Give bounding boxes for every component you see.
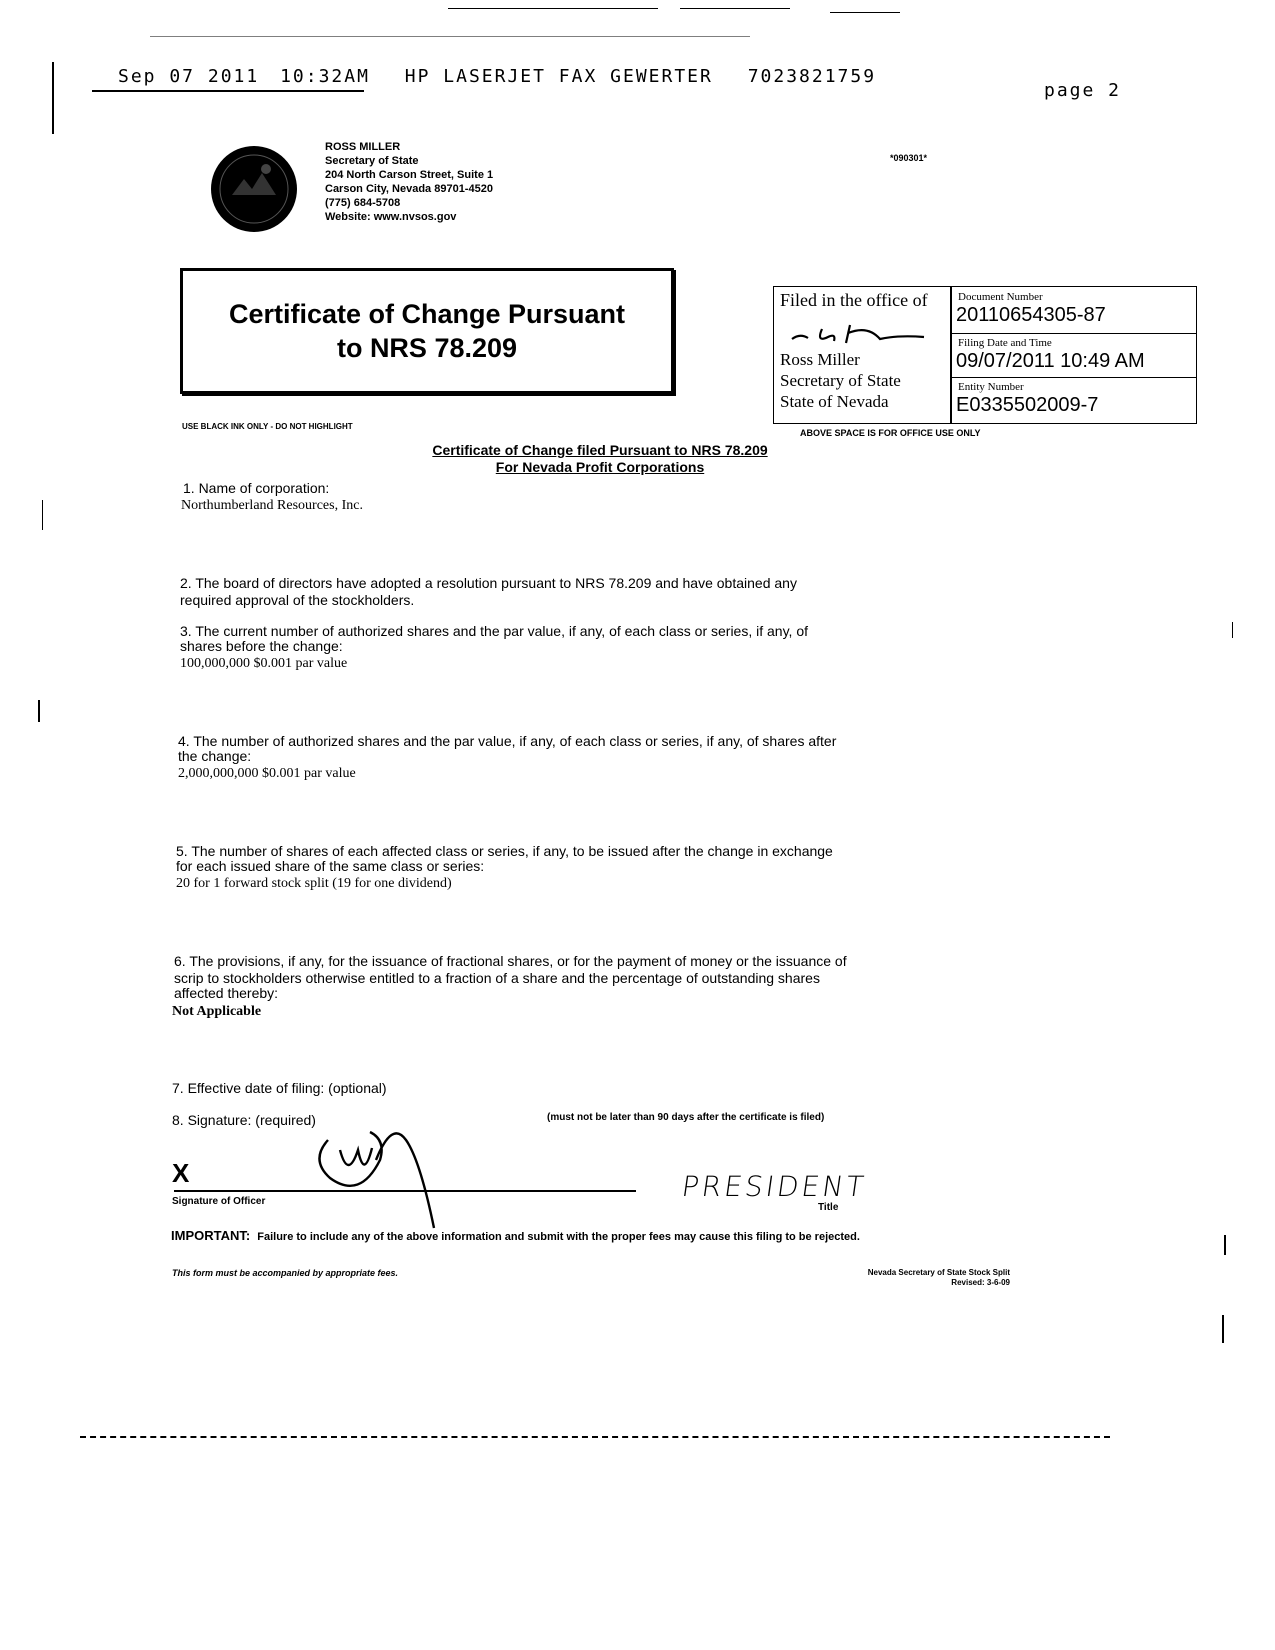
signature-x-mark: X [172, 1158, 190, 1188]
agency-phone: (775) 684-5708 [325, 197, 401, 209]
entity-number-label: Entity Number [958, 381, 1024, 393]
fax-number: 7023821759 [747, 66, 877, 87]
item-4-line2: the change: [178, 748, 252, 764]
form-title-line1: Certificate of Change Pursuant [228, 299, 626, 329]
item-8-question: 8. Signature: (required) [172, 1112, 316, 1128]
item-4-line1: 4. The number of authorized shares and the par value, if any, of each class or series, if any, of shares after [178, 733, 837, 749]
scan-artifact-left-2 [42, 500, 43, 530]
item-1-answer: Northumberland Resources, Inc. [181, 498, 363, 513]
item-4-answer: 2,000,000,000 $0.001 par value [178, 766, 356, 781]
document-number: 20110654305-87 [956, 304, 1106, 326]
certificate-heading-line1: Certificate of Change filed Pursuant to NRS 78.209 [432, 442, 768, 458]
ink-note: USE BLACK INK ONLY - DO NOT HIGHLIGHT [182, 422, 353, 431]
item-1-question: 1. Name of corporation: [183, 480, 330, 496]
item-7-note: (must not be later than 90 days after the certificate is filed) [547, 1112, 825, 1123]
item-3-line1: 3. The current number of authorized shares and the par value, if any, of each class or series, if any, of [180, 623, 809, 639]
fax-header [118, 66, 876, 87]
filing-stamp-divider [950, 287, 952, 423]
scan-artifact-left-1 [52, 62, 54, 134]
scan-artifact-top-2 [680, 8, 790, 9]
entity-number: E0335502009-7 [956, 394, 1099, 416]
office-use-note: ABOVE SPACE IS FOR OFFICE USE ONLY [800, 428, 981, 438]
fax-page: page 2 [1044, 80, 1122, 101]
official-signature-icon [788, 321, 928, 347]
filing-stamp-box [773, 286, 1197, 424]
official-state: State of Nevada [780, 392, 889, 411]
officer-signature-label: Signature of Officer [172, 1196, 266, 1207]
fax-header-underline [92, 90, 364, 92]
scan-artifact-right-1 [1232, 622, 1233, 638]
certificate-heading-line2: For Nevada Profit Corporations [495, 459, 705, 475]
scan-artifact-top-4 [150, 36, 750, 37]
item-4-question [178, 733, 836, 765]
item-2-question [180, 575, 797, 609]
title-label: Title [818, 1202, 839, 1213]
filing-stamp-rule-1 [950, 333, 1196, 334]
important-label: IMPORTANT: [171, 1228, 251, 1243]
item-6-answer: Not Applicable [172, 1004, 262, 1019]
nevada-seal-icon [210, 145, 298, 233]
agency-address-line2: Carson City, Nevada 89701-4520 [325, 183, 493, 195]
item-3-question [180, 623, 808, 655]
filing-date-label: Filing Date and Time [958, 337, 1052, 349]
item-5-line2: for each issued share of the same class or series: [176, 858, 485, 874]
scan-artifact-top-3 [830, 12, 900, 13]
item-6-line1: 6. The provisions, if any, for the issuance of fractional shares, or for the payment of money or the issuance of [174, 953, 847, 969]
item-7-question: 7. Effective date of filing: (optional) [172, 1080, 387, 1096]
filing-stamp-rule-2 [950, 377, 1196, 378]
footer-form-revised: Revised: 3-6-09 [951, 1278, 1010, 1287]
scan-artifact-right-2 [1224, 1235, 1226, 1255]
item-3-line2: shares before the change: [180, 638, 343, 654]
footer-fees-note: This form must be accompanied by appropriate fees. [172, 1268, 399, 1278]
officer-signature-icon [310, 1120, 490, 1232]
official-name-block [780, 349, 901, 412]
fax-device: HP LASERJET FAX GEWERTER [404, 66, 713, 87]
form-code: *090301* [890, 153, 928, 163]
fax-date: Sep 07 2011 [118, 66, 260, 87]
agency-website: Website: www.nvsos.gov [325, 211, 457, 223]
form-title [183, 297, 671, 365]
important-notice [171, 1228, 860, 1243]
title-handwritten: PRESIDENT [679, 1170, 869, 1203]
form-title-box [180, 268, 674, 394]
scan-artifact-right-3 [1222, 1315, 1224, 1343]
filing-date: 09/07/2011 10:49 AM [956, 350, 1145, 372]
item-5-line1: 5. The number of shares of each affected class or series, if any, to be issued after the change in exchange [176, 843, 833, 859]
scan-artifact-top-1 [448, 8, 658, 9]
filed-label: Filed in the office of [780, 290, 928, 310]
item-6-line2: scrip to stockholders otherwise entitled to a fraction of a share and the percentage of outstanding shares [174, 970, 820, 986]
footer-form-name: Nevada Secretary of State Stock Split [867, 1268, 1010, 1277]
official-title: Secretary of State [780, 371, 901, 390]
certificate-heading [290, 442, 910, 476]
document-number-label: Document Number [958, 291, 1043, 303]
form-title-line2: to NRS 78.209 [336, 333, 518, 363]
scan-artifact-left-3 [38, 700, 40, 722]
item-3-answer: 100,000,000 $0.001 par value [180, 656, 348, 671]
agency-title: Secretary of State [325, 155, 419, 167]
item-6-line3: affected thereby: [174, 985, 279, 1001]
item-5-answer: 20 for 1 forward stock split (19 for one dividend) [176, 876, 452, 891]
scan-artifact-bottom-dashes [80, 1436, 1110, 1438]
item-5-question [176, 843, 833, 875]
important-text: Failure to include any of the above information and submit with the proper fees may cause this filing to be rejected. [257, 1231, 860, 1243]
item-2-line2: required approval of the stockholders. [180, 592, 415, 608]
fax-time: 10:32AM [280, 66, 370, 87]
footer-form-info [780, 1268, 1010, 1288]
agency-address-line1: 204 North Carson Street, Suite 1 [325, 169, 494, 181]
agency-address-block [325, 140, 493, 224]
item-2-line1: 2. The board of directors have adopted a resolution pursuant to NRS 78.209 and have obtained any [180, 575, 797, 591]
agency-name: ROSS MILLER [325, 141, 401, 153]
item-6-question [174, 953, 847, 1002]
official-name: Ross Miller [780, 350, 860, 369]
